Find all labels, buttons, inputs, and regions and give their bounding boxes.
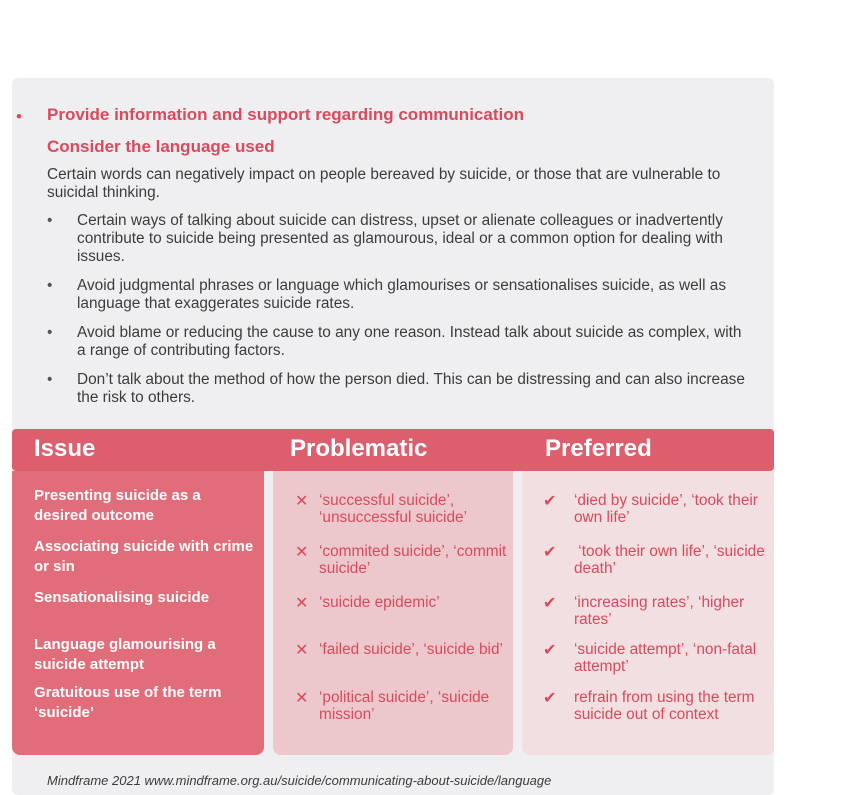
list-item-text: Avoid judgmental phrases or language which glamourises or sensationalises suicide, as well as language that exaggerates suicide rates. — [77, 277, 727, 312]
preferred-cell: ‘died by suicide’, ‘took their own life’ — [574, 492, 758, 526]
intro-paragraph: Certain words can negatively impact on people bereaved by suicide, or those that are vulnerable to suicidal thinking. — [47, 166, 721, 201]
list-item — [47, 277, 747, 313]
problematic-cell: ‘failed suicide’, ‘suicide bid’ — [319, 641, 503, 658]
problematic-cell: ‘successful suicide’, ‘unsuccessful suicide’ — [319, 492, 467, 526]
list-item — [47, 212, 747, 266]
check-icon: ✔ — [543, 642, 557, 659]
issue-cell: Presenting suicide as a desired outcome — [34, 487, 201, 524]
preferred-cell: ‘took their own life’, ‘suicide death’ — [574, 543, 770, 577]
problematic-cell: ‘commited suicide’, ‘commit suicide’ — [319, 543, 507, 577]
check-icon: ✔ — [543, 544, 557, 561]
issue-cell: Gratuitous use of the term ‘suicide’ — [34, 684, 222, 721]
guidance-list — [47, 212, 747, 418]
list-item — [47, 371, 747, 407]
cross-icon: ✕ — [295, 642, 309, 659]
column-header-preferred: Preferred — [545, 435, 652, 462]
problematic-cell: ‘suicide epidemic’ — [319, 594, 440, 611]
column-header-issue: Issue — [34, 435, 96, 462]
issue-cell: Associating suicide with crime or sin — [34, 538, 254, 575]
section-subheading: Consider the language used — [47, 137, 275, 156]
list-item-text: Don’t talk about the method of how the person died. This can be distressing and can also increase the risk to others. — [77, 371, 745, 406]
list-item-text: Certain ways of talking about suicide can distress, upset or alienate colleagues or inadvertently contribute to suicide being presented as glamourous, ideal or a common option for dealing with issues. — [77, 212, 723, 265]
cross-icon: ✕ — [295, 595, 309, 612]
check-icon: ✔ — [543, 690, 557, 707]
section-heading: Provide information and support regarding communication — [47, 105, 524, 124]
bullet-dot: • — [47, 277, 53, 294]
list-item — [47, 324, 747, 360]
check-icon: ✔ — [543, 595, 557, 612]
cross-icon: ✕ — [295, 690, 309, 707]
bullet-dot: • — [47, 324, 53, 341]
issue-cell: Sensationalising suicide — [34, 589, 210, 606]
problematic-cell: ‘political suicide’, ‘suicide mission’ — [319, 689, 490, 723]
cross-icon: ✕ — [295, 493, 309, 510]
list-item-text: Avoid blame or reducing the cause to any one reason. Instead talk about suicide as complex, with a range of contributing factors. — [77, 324, 742, 359]
preferred-cell: ‘increasing rates’, ‘higher rates’ — [574, 594, 745, 628]
preferred-cell: ‘suicide attempt’, ‘non-fatal attempt’ — [574, 641, 757, 675]
bullet-dot: • — [47, 371, 53, 388]
cross-icon: ✕ — [295, 544, 309, 561]
issue-cell: Language glamourising a suicide attempt — [34, 636, 216, 673]
source-citation: Mindframe 2021 www.mindframe.org.au/suicide/communicating-about-suicide/language — [47, 773, 552, 788]
check-icon: ✔ — [543, 493, 557, 510]
column-header-problematic: Problematic — [290, 435, 428, 462]
preferred-cell: refrain from using the term suicide out of context — [574, 689, 755, 723]
bullet-dot: • — [47, 212, 53, 229]
section-bullet: • — [16, 107, 22, 126]
